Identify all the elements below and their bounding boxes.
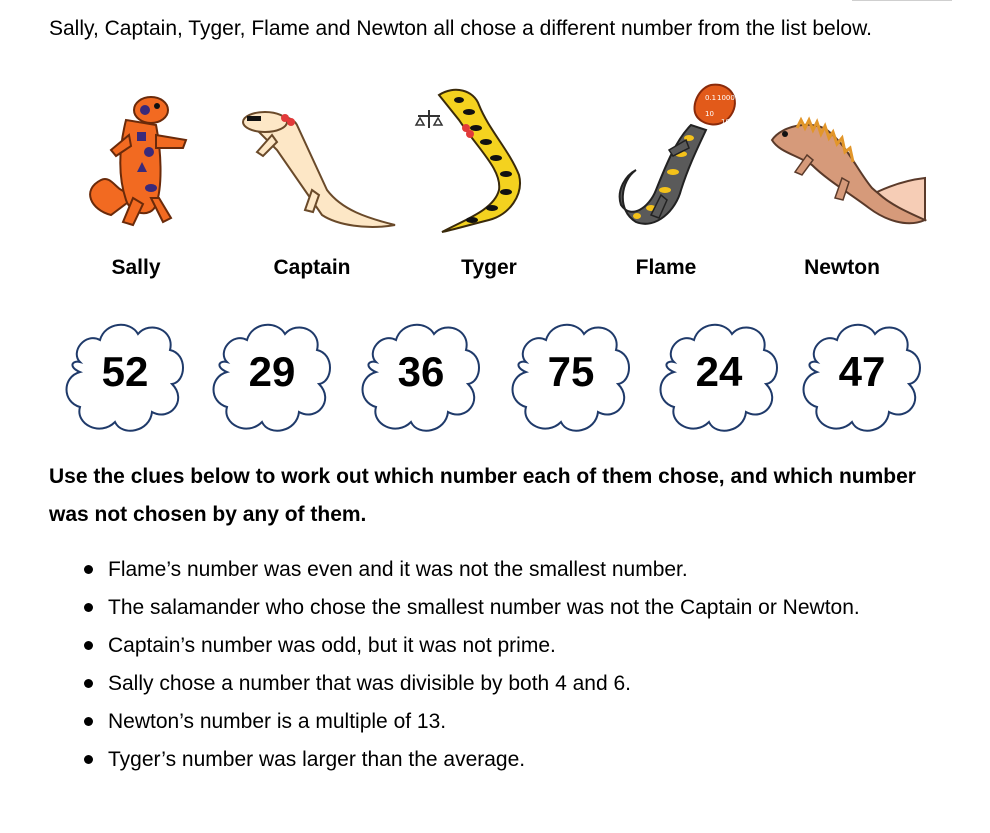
- flame-sign-label-2: 1000: [717, 94, 735, 102]
- clue-item: The salamander who chose the smallest number was not the Captain or Newton.: [108, 589, 928, 627]
- number-value: 52: [101, 348, 149, 395]
- salamander-captain-icon: [227, 80, 397, 240]
- intro-text: Sally, Captain, Tyger, Flame and Newton all chose a different number from the list below.: [49, 17, 872, 40]
- animal-name-tyger: Tyger: [461, 256, 517, 279]
- instructions-text: Use the clues below to work out which number each of them chose, and which number was not chosen by any of them.: [49, 465, 916, 526]
- clue-item: Captain’s number was odd, but it was not prime.: [108, 627, 928, 665]
- top-rule: [852, 0, 952, 1]
- salamander-sally-icon: [71, 80, 201, 240]
- salamander-captain: [222, 80, 402, 279]
- clue-item: Flame’s number was even and it was not the smallest number.: [108, 551, 928, 589]
- salamander-flame: [576, 80, 756, 279]
- number-value: 29: [248, 348, 296, 395]
- clue-list: [108, 551, 928, 779]
- animal-name-flame: Flame: [635, 256, 697, 279]
- salamander-flame-icon: [581, 80, 751, 240]
- number-value: 24: [695, 348, 743, 395]
- salamander-row: [0, 80, 990, 290]
- number-cloud: [207, 312, 337, 442]
- flame-sign-label-4: 100: [721, 118, 735, 126]
- number-cloud: [60, 312, 190, 442]
- number-clouds: [0, 312, 990, 442]
- number-cloud: [356, 312, 486, 442]
- salamander-sally: [46, 80, 226, 279]
- clue-item: Newton’s number is a multiple of 13.: [108, 703, 928, 741]
- salamander-newton: [752, 80, 932, 279]
- number-value: 75: [547, 348, 595, 395]
- number-value: 36: [397, 348, 445, 395]
- flame-sign-label-1: 0.1: [705, 94, 717, 102]
- flame-sign-label-3: 10: [705, 110, 714, 118]
- animal-name-sally: Sally: [111, 256, 161, 279]
- salamander-newton-icon: [757, 80, 927, 240]
- number-cloud: [654, 312, 784, 442]
- salamander-tyger: [399, 80, 579, 279]
- animal-name-newton: Newton: [804, 256, 880, 279]
- clue-item: Tyger’s number was larger than the average.: [108, 741, 928, 779]
- animal-name-captain: Captain: [273, 256, 351, 279]
- salamander-tyger-icon: [414, 80, 564, 240]
- clue-item: Sally chose a number that was divisible by both 4 and 6.: [108, 665, 928, 703]
- number-cloud: [797, 312, 927, 442]
- number-value: 47: [838, 348, 886, 395]
- number-cloud: [506, 312, 636, 442]
